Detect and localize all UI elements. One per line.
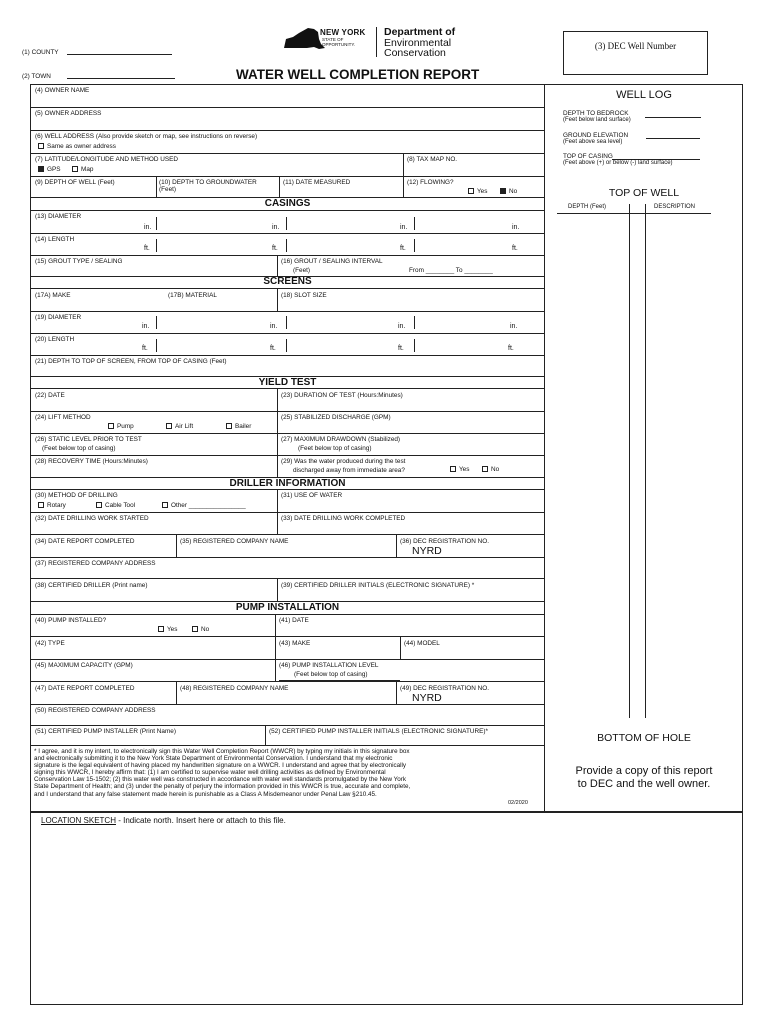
- col-line: [403, 153, 404, 197]
- grout-feet-label: (Feet): [293, 267, 311, 274]
- unit-in: in.: [144, 224, 152, 231]
- col-line: [396, 681, 397, 704]
- date-41-label: (41) DATE: [279, 617, 309, 624]
- diameter-19-label: (19) DIAMETER: [35, 314, 82, 321]
- static-26-label: (26) STATIC LEVEL PRIOR TO TEST: [35, 436, 142, 443]
- gps-checkbox[interactable]: GPS: [38, 166, 61, 173]
- method-30-label: (30) METHOD OF DRILLING: [35, 492, 118, 499]
- make-17a-label: (17A) MAKE: [35, 292, 71, 299]
- unit-in: in.: [398, 323, 406, 330]
- length-20-label: (20) LENGTH: [35, 336, 75, 343]
- start-32-label: (32) DATE DRILLING WORK STARTED: [35, 515, 149, 522]
- entry-tick: [286, 339, 287, 352]
- slot-18-label: (18) SLOT SIZE: [281, 292, 327, 299]
- same-as-owner-checkbox[interactable]: Same as owner address: [38, 143, 116, 150]
- row-line: [30, 489, 545, 490]
- drawdown-sub-label: (Feet below top of casing): [298, 445, 372, 452]
- date-22-label: (22) DATE: [35, 392, 65, 399]
- row-line: [30, 433, 545, 434]
- unit-in: in.: [142, 323, 150, 330]
- elevation-label: GROUND ELEVATION: [563, 132, 629, 139]
- row-line: [30, 130, 545, 131]
- casing-top-sub: (Feet above (+) or below (-) land surface): [563, 160, 673, 166]
- entry-tick: [414, 239, 415, 252]
- diameter-13-label: (13) DIAMETER: [35, 213, 82, 220]
- use-31-label: (31) USE OF WATER: [281, 492, 343, 499]
- entry-tick: [156, 217, 157, 230]
- duration-23-label: (23) DURATION OF TEST (Hours:Minutes): [281, 392, 403, 399]
- screens-heading: SCREENS: [263, 276, 312, 287]
- col-line: [279, 176, 280, 197]
- bedrock-field[interactable]: [645, 110, 701, 118]
- row-line: [30, 176, 545, 177]
- row-line: [30, 388, 545, 389]
- col-line: [265, 725, 266, 745]
- other-checkbox[interactable]: Other ________________: [162, 502, 246, 509]
- county-field[interactable]: [67, 46, 172, 55]
- company-48-label: (48) REGISTERED COMPANY NAME: [180, 685, 289, 692]
- depth-well-label: (9) DEPTH OF WELL (Feet): [35, 179, 115, 186]
- air-lift-checkbox[interactable]: Air Lift: [166, 423, 193, 430]
- entry-tick: [286, 316, 287, 329]
- unit-ft: ft.: [270, 345, 276, 352]
- col-line: [277, 489, 278, 534]
- entry-tick: [156, 316, 157, 329]
- location-sketch-label: LOCATION SKETCH - Indicate north. Insert here or attach to this file.: [41, 816, 286, 825]
- town-field[interactable]: [67, 70, 175, 79]
- col-line: [277, 255, 278, 276]
- row-line: [30, 534, 545, 535]
- complete-33-label: (33) DATE DRILLING WORK COMPLETED: [281, 515, 406, 522]
- address-37-label: (37) REGISTERED COMPANY ADDRESS: [35, 560, 156, 567]
- owner-name-label: (4) OWNER NAME: [35, 87, 90, 94]
- discharged-no-checkbox[interactable]: No: [482, 466, 499, 473]
- unit-ft: ft.: [144, 245, 150, 252]
- make-43-label: (43) MAKE: [279, 640, 311, 647]
- county-label: (1) COUNTY: [22, 49, 59, 56]
- reg-36-label: (36) DEC REGISTRATION NO.: [400, 538, 490, 545]
- report-34-label: (34) DATE REPORT COMPLETED: [35, 538, 135, 545]
- elevation-field[interactable]: [646, 131, 700, 139]
- unit-ft: ft.: [512, 245, 518, 252]
- dec-well-number-label: (3) DEC Well Number: [594, 41, 677, 51]
- capacity-45-label: (45) MAXIMUM CAPACITY (GPM): [35, 662, 133, 669]
- entry-tick: [156, 239, 157, 252]
- row-line: [30, 333, 545, 334]
- unit-ft: ft.: [272, 245, 278, 252]
- row-line: [30, 745, 545, 746]
- lift-24-label: (24) LIFT METHOD: [35, 414, 91, 421]
- drawdown-27-label: (27) MAXIMUM DRAWDOWN (Stabilized): [281, 436, 401, 443]
- nyrd-49: NYRD: [412, 692, 442, 704]
- row-line: [30, 659, 545, 660]
- well-address-label: (6) WELL ADDRESS (Also provide sketch or map, see instructions on reverse): [35, 133, 258, 140]
- nyrd-36: NYRD: [412, 545, 442, 557]
- casings-heading: CASINGS: [264, 198, 311, 209]
- entry-tick: [414, 339, 415, 352]
- col-line: [156, 176, 157, 197]
- col-line: [277, 288, 278, 311]
- agreement-text: * I agree, and it is my intent, to electronically sign this Water Well Completion Report (WWCR) by typing my initials in this signature box and electronically submitting it to the New York State Department of Environmental Conservation. I understand that my electronic signature is the legal equivalent of having placed my handwritten signature on a WWCR. I understand and agree that by electronically signing this WWCR, I hereby affirm that: (1) I am certified to supervise water well drilling activities as defined by Environmental Conservation Law 15-1502; (2) this water well was constructed in accordance with water well standards promulgated by the New York State Department of Health; and (3) under the penalty of perjury the information provided in this WWCR is true, accurate and complete, and I understand that any false statement made herein is punishable as a Class A Misdemeanor under Penal Law §210.45.: [34, 748, 411, 798]
- level-46-label: (46) PUMP INSTALLATION LEVEL: [279, 662, 379, 669]
- row-line: [30, 153, 545, 154]
- elevation-sub: (Feet above sea level): [563, 139, 623, 145]
- row-line: [30, 411, 545, 412]
- dec-well-number-box[interactable]: [563, 31, 708, 75]
- report-47-label: (47) DATE REPORT COMPLETED: [35, 685, 135, 692]
- bedrock-sub: (Feet below land surface): [563, 117, 631, 123]
- grout-interval-label: (16) GROUT / SEALING INTERVAL: [281, 258, 383, 265]
- bedrock-label: DEPTH TO BEDROCK: [563, 110, 629, 117]
- col-line: [275, 614, 276, 681]
- col-line: [176, 681, 177, 704]
- address-50-label: (50) REGISTERED COMPANY ADDRESS: [35, 707, 156, 714]
- row-line: [30, 704, 545, 705]
- initials-52-label: (52) CERTIFIED PUMP INSTALLER INITIALS (ELECTRONIC SIGNATURE)*: [269, 728, 488, 735]
- entry-tick: [414, 316, 415, 329]
- row-line: [30, 107, 545, 108]
- discharged-yes-checkbox[interactable]: Yes: [450, 466, 469, 473]
- pump-yes-checkbox[interactable]: Yes: [158, 626, 177, 633]
- row-line: [30, 557, 545, 558]
- pump-40-label: (40) PUMP INSTALLED?: [35, 617, 107, 624]
- entry-tick: [414, 217, 415, 230]
- row-line: [30, 512, 545, 513]
- type-42-label: (42) TYPE: [35, 640, 65, 647]
- flowing-yes-checkbox[interactable]: Yes: [468, 188, 487, 195]
- level-underline: [279, 680, 400, 681]
- casing-top-field[interactable]: [612, 152, 700, 160]
- static-sub-label: (Feet below top of casing): [42, 445, 116, 452]
- unit-ft: ft.: [398, 345, 404, 352]
- lat-long-label: (7) LATITUDE/LONGITUDE AND METHOD USED: [35, 156, 178, 163]
- provide-copy-text: Provide a copy of this report to DEC and the well owner.: [575, 765, 713, 790]
- unit-in: in.: [510, 323, 518, 330]
- well-casing-line: [645, 204, 646, 718]
- well-casing-line: [629, 204, 630, 718]
- grout-from[interactable]: From ________ To ________: [409, 267, 493, 274]
- flowing-label: (12) FLOWING?: [407, 179, 454, 186]
- unit-in: in.: [400, 224, 408, 231]
- location-sketch-box[interactable]: [30, 812, 743, 1005]
- depth-screen-label: (21) DEPTH TO TOP OF SCREEN, FROM TOP OF CASING (Feet): [35, 358, 227, 365]
- entry-tick: [286, 217, 287, 230]
- desc-col-label: DESCRIPTION: [654, 204, 696, 210]
- installer-51-label: (51) CERTIFIED PUMP INSTALLER (Print Name): [35, 728, 176, 735]
- yield-test-heading: YIELD TEST: [258, 377, 317, 388]
- row-line: [30, 355, 545, 356]
- row-line: [30, 311, 545, 312]
- unit-ft: ft.: [142, 345, 148, 352]
- row-line: [30, 210, 545, 211]
- unit-in: in.: [512, 224, 520, 231]
- casing-top-label: TOP OF CASING: [563, 153, 613, 160]
- pump-no-checkbox[interactable]: No: [192, 626, 209, 633]
- page-title: WATER WELL COMPLETION REPORT: [236, 67, 480, 82]
- discharge-25-label: (25) STABILIZED DISCHARGE (GPM): [281, 414, 391, 421]
- driller-38-label: (38) CERTIFIED DRILLER (Print name): [35, 582, 148, 589]
- level-sub-label: (Feet below top of casing): [294, 671, 368, 678]
- logo-newyork: NEW YORK: [320, 28, 366, 37]
- dept-name: Department of Environmental Conservation: [384, 26, 456, 59]
- row-line: [30, 725, 545, 726]
- driller-info-heading: DRILLER INFORMATION: [229, 478, 346, 489]
- model-44-label: (44) MODEL: [404, 640, 440, 647]
- row-line: [30, 288, 545, 289]
- col-line: [277, 578, 278, 601]
- initials-39-label: (39) CERTIFIED DRILLER INITIALS (ELECTRONIC SIGNATURE) *: [281, 582, 475, 589]
- row-line: [30, 255, 545, 256]
- logo-divider: [376, 27, 377, 57]
- owner-address-label: (5) OWNER ADDRESS: [35, 110, 102, 117]
- col-line: [176, 534, 177, 557]
- company-35-label: (35) REGISTERED COMPANY NAME: [180, 538, 289, 545]
- form-date: 02/2020: [508, 800, 528, 806]
- well-log-title: WELL LOG: [616, 89, 672, 101]
- row-line: [30, 636, 545, 637]
- reg-49-label: (49) DEC REGISTRATION NO.: [400, 685, 490, 692]
- col-line: [396, 534, 397, 557]
- date-measured-label: (11) DATE MEASURED: [283, 179, 351, 186]
- entry-tick: [286, 239, 287, 252]
- grout-type-label: (15) GROUT TYPE / SEALING: [35, 258, 123, 265]
- tax-map-label: (8) TAX MAP NO.: [407, 156, 458, 163]
- row-line: [30, 614, 545, 615]
- well-log-header-line: [557, 213, 711, 214]
- unit-in: in.: [270, 323, 278, 330]
- unit-in: in.: [272, 224, 280, 231]
- logo-state: STATE OF OPPORTUNITY.: [322, 37, 356, 47]
- entry-tick: [156, 339, 157, 352]
- row-line: [30, 681, 545, 682]
- row-line: [30, 455, 545, 456]
- map-checkbox[interactable]: Map: [72, 166, 93, 173]
- top-of-well-label: TOP OF WELL: [608, 187, 680, 199]
- depth-groundwater-label: (10) DEPTH TO GROUNDWATER (Feet): [159, 179, 257, 194]
- water-29-sub: discharged away from immediate area?: [293, 467, 405, 474]
- material-17b-label: (17B) MATERIAL: [168, 292, 217, 299]
- row-line: [30, 578, 545, 579]
- bottom-of-hole-label: BOTTOM OF HOLE: [597, 732, 691, 744]
- town-label: (2) TOWN: [22, 73, 51, 80]
- bailer-checkbox[interactable]: Bailer: [226, 423, 251, 430]
- recovery-28-label: (28) RECOVERY TIME (Hours:Minutes): [35, 458, 148, 465]
- cable-tool-checkbox[interactable]: Cable Tool: [96, 502, 135, 509]
- pump-install-heading: PUMP INSTALLATION: [235, 602, 340, 613]
- col-line: [277, 388, 278, 477]
- flowing-no-checkbox[interactable]: No: [500, 188, 517, 195]
- unit-ft: ft.: [508, 345, 514, 352]
- water-29-label: (29) Was the water produced during the test: [281, 458, 406, 465]
- rotary-checkbox[interactable]: Rotary: [38, 502, 66, 509]
- length-14-label: (14) LENGTH: [35, 236, 75, 243]
- col-line: [400, 636, 401, 659]
- unit-ft: ft.: [400, 245, 406, 252]
- depth-col-label: DEPTH (Feet): [568, 204, 607, 210]
- row-line: [30, 233, 545, 234]
- pump-checkbox[interactable]: Pump: [108, 423, 134, 430]
